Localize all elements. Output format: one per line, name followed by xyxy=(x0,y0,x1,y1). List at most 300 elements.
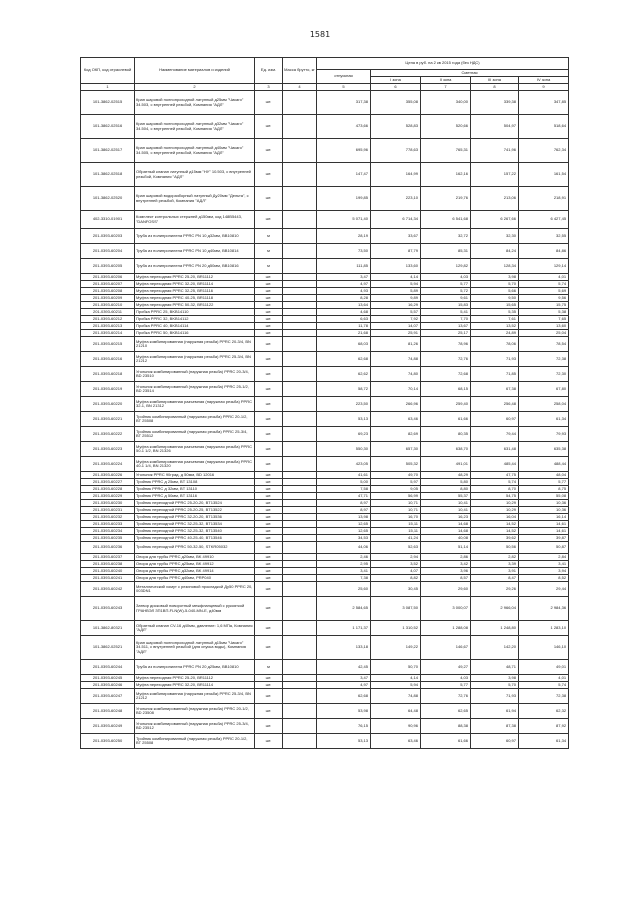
row-price-otpusk: 34,53 xyxy=(317,535,371,542)
row-price-zone-2: 765,31 xyxy=(421,139,471,163)
row-price-zone-1: 5,97 xyxy=(371,479,421,486)
row-code: 201-0393-60242 xyxy=(81,582,135,597)
row-price-zone-3: 741,96 xyxy=(471,139,519,163)
row-mass xyxy=(283,442,317,457)
table-row xyxy=(81,554,569,561)
row-mass xyxy=(283,472,317,479)
row-price-zone-2: 491,01 xyxy=(421,457,471,472)
row-price-zone-4: 161,54 xyxy=(519,163,569,187)
row-price-zone-3: 504,97 xyxy=(471,115,519,139)
row-code: 201-0393-60214 xyxy=(81,330,135,337)
row-price-zone-3: 54,75 xyxy=(471,493,519,500)
row-mass xyxy=(283,479,317,486)
row-name: Муфта комбинированная (наружная резьба) PPRC 20-3/4, BN 21210 xyxy=(135,337,255,352)
row-name: Кран шаровой полнопроходной латунный д25мм "Чикаго" 34.503, с внутренней резьбой, Компания "АДЛ" xyxy=(135,91,255,115)
table-row xyxy=(81,621,569,636)
row-name: Тройник переходной PPRC 32-25-32, BT13534 xyxy=(135,521,255,528)
row-price-zone-4: 10,36 xyxy=(519,500,569,507)
row-price-zone-1: 87,79 xyxy=(371,244,421,259)
row-mass xyxy=(283,139,317,163)
row-name: Тройник переходной PPRC 25-20-25, BT13522 xyxy=(135,507,255,514)
row-price-zone-4: 518,64 xyxy=(519,115,569,139)
row-price-otpusk: 550,30 xyxy=(317,442,371,457)
row-price-zone-4: 79,93 xyxy=(519,427,569,442)
row-unit: шт. xyxy=(255,493,283,500)
row-unit: шт. xyxy=(255,621,283,636)
row-unit: шт. xyxy=(255,486,283,493)
row-price-zone-1: 6 714,34 xyxy=(371,211,421,229)
row-price-zone-2: 3,42 xyxy=(421,561,471,568)
row-price-zone-2: 219,76 xyxy=(421,187,471,211)
row-name: Опора для трубы PPRC д20мм, BK 49910 xyxy=(135,554,255,561)
row-price-zone-4: 50,87 xyxy=(519,542,569,554)
row-code: 201-0393-60218 xyxy=(81,367,135,382)
row-price-zone-3: 5,66 xyxy=(471,288,519,295)
row-price-zone-1: 63,46 xyxy=(371,734,421,749)
table-row xyxy=(81,561,569,568)
row-price-zone-4: 29,44 xyxy=(519,582,569,597)
row-mass xyxy=(283,582,317,597)
row-code: 201-0393-60204 xyxy=(81,244,135,259)
table-row xyxy=(81,288,569,295)
row-unit: шт. xyxy=(255,323,283,330)
table-row xyxy=(81,259,569,274)
row-mass xyxy=(283,274,317,281)
row-code: 101-3862-02521 xyxy=(81,636,135,660)
row-code: 201-0393-60227 xyxy=(81,479,135,486)
row-price-zone-4: 16,14 xyxy=(519,514,569,521)
row-price-zone-1: 70,14 xyxy=(371,382,421,397)
row-mass xyxy=(283,500,317,507)
row-price-otpusk: 8,28 xyxy=(317,295,371,302)
row-price-zone-4: 10,36 xyxy=(519,507,569,514)
row-mass xyxy=(283,382,317,397)
row-price-zone-2: 6 541,68 xyxy=(421,211,471,229)
row-mass xyxy=(283,682,317,689)
row-price-zone-4: 49,01 xyxy=(519,660,569,675)
row-unit: шт. xyxy=(255,330,283,337)
row-price-zone-4: 87,92 xyxy=(519,719,569,734)
row-price-zone-1: 3 087,50 xyxy=(371,597,421,621)
row-price-otpusk: 53,98 xyxy=(317,704,371,719)
row-mass xyxy=(283,457,317,472)
row-price-zone-1: 82,69 xyxy=(371,427,421,442)
row-code: 201-0393-60219 xyxy=(81,382,135,397)
row-unit: шт. xyxy=(255,528,283,535)
row-name: Тройник комбинированный (наружная резьба) PPRC 20-1/2, BT 25508 xyxy=(135,412,255,427)
row-price-zone-4: 5,69 xyxy=(519,288,569,295)
row-mass xyxy=(283,734,317,749)
table-row xyxy=(81,427,569,442)
row-price-otpusk: 41,61 xyxy=(317,472,371,479)
header-code: Код ОКП, код отраслевой xyxy=(81,58,135,84)
row-unit: шт. xyxy=(255,337,283,352)
row-price-zone-2: 146,67 xyxy=(421,636,471,660)
row-unit: шт. xyxy=(255,597,283,621)
row-price-otpusk: 53,13 xyxy=(317,734,371,749)
row-price-zone-4: 84,86 xyxy=(519,244,569,259)
row-unit: шт. xyxy=(255,442,283,457)
row-name: Затвор дисковый поворотный межфланцевый с рукояткой ГРАНВЭЛ ЗП1ВП-FLN(W)-5-040-MN-E, д40мм xyxy=(135,597,255,621)
row-price-zone-3: 78,06 xyxy=(471,337,519,352)
row-unit: шт. xyxy=(255,281,283,288)
row-price-zone-4: 4,01 xyxy=(519,274,569,281)
row-price-otpusk: 68,03 xyxy=(317,337,371,352)
row-price-zone-4: 1 283,10 xyxy=(519,621,569,636)
table-row xyxy=(81,163,569,187)
row-price-zone-4: 39,87 xyxy=(519,535,569,542)
row-unit: шт. xyxy=(255,187,283,211)
row-name: Тройник PPRC д 25мм, BT 13108 xyxy=(135,479,255,486)
row-code: 201-0393-60209 xyxy=(81,295,135,302)
row-price-zone-3: 2 966,04 xyxy=(471,597,519,621)
row-price-otpusk: 11,78 xyxy=(317,323,371,330)
row-code: 201-0393-60210 xyxy=(81,302,135,309)
row-price-zone-1: 90,96 xyxy=(371,719,421,734)
row-code: 201-0393-60249 xyxy=(81,719,135,734)
row-code: 201-0393-60212 xyxy=(81,316,135,323)
row-mass xyxy=(283,535,317,542)
row-price-zone-4: 3,94 xyxy=(519,568,569,575)
row-mass xyxy=(283,427,317,442)
table-row xyxy=(81,479,569,486)
row-price-zone-2: 51,14 xyxy=(421,542,471,554)
row-price-zone-1: 25,91 xyxy=(371,330,421,337)
row-price-otpusk: 2,95 xyxy=(317,561,371,568)
row-name: Угольник PPRC 90град. д 50мм, BD 12016 xyxy=(135,472,255,479)
row-price-zone-4: 3,41 xyxy=(519,561,569,568)
row-price-zone-1: 528,83 xyxy=(371,115,421,139)
row-price-zone-2: 5,41 xyxy=(421,309,471,316)
row-code: 201-0393-60226 xyxy=(81,472,135,479)
row-price-zone-2: 4,03 xyxy=(421,274,471,281)
table-row xyxy=(81,486,569,493)
row-mass xyxy=(283,621,317,636)
row-code: 101-3862-02518 xyxy=(81,163,135,187)
row-price-zone-3: 87,38 xyxy=(471,719,519,734)
row-price-zone-3: 157,22 xyxy=(471,163,519,187)
table-row xyxy=(81,316,569,323)
table-row xyxy=(81,704,569,719)
row-price-otpusk: 7,38 xyxy=(317,575,371,582)
row-price-zone-4: 5,74 xyxy=(519,281,569,288)
row-price-otpusk: 111,85 xyxy=(317,259,371,274)
row-price-otpusk: 423,05 xyxy=(317,457,371,472)
row-code: 201-0393-60231 xyxy=(81,507,135,514)
row-name: Тройник переходной PPRC 32-25-32, BT13540 xyxy=(135,528,255,535)
table-row xyxy=(81,535,569,542)
row-unit: шт. xyxy=(255,115,283,139)
row-mass xyxy=(283,337,317,352)
row-code: 201-0393-60245 xyxy=(81,675,135,682)
row-price-zone-4: 635,38 xyxy=(519,442,569,457)
row-price-zone-1: 81,26 xyxy=(371,337,421,352)
row-price-zone-1: 52,63 xyxy=(371,542,421,554)
row-price-otpusk: 199,85 xyxy=(317,187,371,211)
row-mass xyxy=(283,542,317,554)
row-price-zone-3: 8,70 xyxy=(471,486,519,493)
row-name: Муфта комбинированная разъемная (наружная резьба) PPRC 50-1 1/2, BN 21326 xyxy=(135,442,255,457)
row-unit: шт. xyxy=(255,521,283,528)
row-price-zone-4: 347,85 xyxy=(519,91,569,115)
row-price-zone-2: 55,37 xyxy=(421,493,471,500)
row-price-zone-3: 14,52 xyxy=(471,528,519,535)
row-mass xyxy=(283,636,317,660)
row-price-otpusk: 12,65 xyxy=(317,521,371,528)
row-price-zone-2: 259,40 xyxy=(421,397,471,412)
column-number: 2 xyxy=(135,84,255,91)
row-price-zone-1: 5,57 xyxy=(371,309,421,316)
row-unit: шт. xyxy=(255,561,283,568)
row-price-otpusk: 2 584,65 xyxy=(317,597,371,621)
row-price-otpusk: 7,58 xyxy=(317,486,371,493)
row-price-zone-4: 5,77 xyxy=(519,479,569,486)
row-price-zone-3: 8,47 xyxy=(471,575,519,582)
row-price-zone-1: 7,92 xyxy=(371,316,421,323)
row-unit: шт. xyxy=(255,397,283,412)
row-price-zone-4: 72,30 xyxy=(519,367,569,382)
row-price-zone-2: 638,70 xyxy=(421,442,471,457)
row-name: Муфта комбинированная разъемная (наружная резьба) PPRC 32-1, BN 21312 xyxy=(135,397,255,412)
row-mass xyxy=(283,302,317,309)
row-price-zone-2: 14,68 xyxy=(421,528,471,535)
row-code: 201-0393-60211 xyxy=(81,309,135,316)
row-price-otpusk: 28,19 xyxy=(317,229,371,244)
row-price-otpusk: 69,23 xyxy=(317,427,371,442)
row-price-zone-2: 40,08 xyxy=(421,535,471,542)
column-number: 4 xyxy=(283,84,317,91)
row-mass xyxy=(283,115,317,139)
row-price-zone-3: 71,93 xyxy=(471,352,519,367)
row-price-zone-2: 7,70 xyxy=(421,316,471,323)
row-price-zone-4: 488,44 xyxy=(519,457,569,472)
row-name: Кран шаровой полнопроходной латунный д32мм "Чикаго" 34.504, с внутренней резьбой, Компания "АДЛ" xyxy=(135,115,255,139)
row-price-zone-1: 15,11 xyxy=(371,528,421,535)
row-price-zone-1: 9,05 xyxy=(371,486,421,493)
row-price-zone-2: 78,96 xyxy=(421,337,471,352)
header-otpusk: отпускная xyxy=(317,70,371,84)
row-price-otpusk: 13,64 xyxy=(317,302,371,309)
row-price-zone-3: 61,94 xyxy=(471,704,519,719)
row-name: Труба из полипропилена PPRC PN 10 д40мм, BB10814 xyxy=(135,244,255,259)
row-name: Тройник переходной PPRC 32-20-20, BT13536 xyxy=(135,514,255,521)
row-price-otpusk: 4,68 xyxy=(317,309,371,316)
header-smetnaya: Сметная xyxy=(371,70,569,77)
row-price-zone-1: 49,70 xyxy=(371,472,421,479)
row-price-zone-4: 72,38 xyxy=(519,689,569,704)
row-price-zone-3: 50,56 xyxy=(471,542,519,554)
row-price-zone-4: 61,34 xyxy=(519,734,569,749)
row-price-zone-1: 16,29 xyxy=(371,302,421,309)
row-name: Муфта переходная PPRC 25-20, BR11112 xyxy=(135,274,255,281)
table-row xyxy=(81,568,569,575)
row-code: 201-0393-60222 xyxy=(81,427,135,442)
row-price-zone-2: 5,72 xyxy=(421,288,471,295)
row-price-zone-1: 9,89 xyxy=(371,295,421,302)
row-price-zone-1: 505,32 xyxy=(371,457,421,472)
row-price-otpusk: 5 071,40 xyxy=(317,211,371,229)
row-unit: шт. xyxy=(255,704,283,719)
table-body xyxy=(81,91,569,749)
row-unit: м xyxy=(255,660,283,675)
table-row xyxy=(81,330,569,337)
row-name: Кран шаровой полнопроходной латунный д40мм "Чикаго" 34.505, с внутренней резьбой, Компания "АДЛ" xyxy=(135,139,255,163)
column-number: 1 xyxy=(81,84,135,91)
table-row xyxy=(81,412,569,427)
row-price-zone-1: 4,07 xyxy=(371,568,421,575)
row-price-zone-2: 5,77 xyxy=(421,682,471,689)
row-mass xyxy=(283,689,317,704)
row-unit: шт. xyxy=(255,514,283,521)
row-name: Муфта переходная PPRC 32-20, BR11114 xyxy=(135,281,255,288)
row-price-zone-2: 25,17 xyxy=(421,330,471,337)
row-mass xyxy=(283,486,317,493)
table-row xyxy=(81,323,569,330)
row-price-zone-4: 6 427,45 xyxy=(519,211,569,229)
row-price-zone-4: 7,65 xyxy=(519,316,569,323)
row-code: 201-0393-60241 xyxy=(81,575,135,582)
row-price-zone-3: 60,97 xyxy=(471,734,519,749)
row-price-zone-1: 149,22 xyxy=(371,636,421,660)
row-mass xyxy=(283,507,317,514)
row-price-zone-1: 10,71 xyxy=(371,500,421,507)
row-mass xyxy=(283,367,317,382)
row-price-zone-1: 4,14 xyxy=(371,675,421,682)
row-price-zone-4: 15,75 xyxy=(519,302,569,309)
row-unit: шт. xyxy=(255,295,283,302)
row-price-zone-1: 3,52 xyxy=(371,561,421,568)
row-price-zone-2: 15,83 xyxy=(421,302,471,309)
row-price-zone-2: 32,72 xyxy=(421,229,471,244)
row-price-otpusk: 62,68 xyxy=(317,352,371,367)
row-price-zone-1: 56,99 xyxy=(371,493,421,500)
row-price-zone-2: 9,61 xyxy=(421,295,471,302)
row-name: Труба из полипропилена PPRC PN 20 д50мм, BB10816 xyxy=(135,259,255,274)
row-price-zone-1: 4,14 xyxy=(371,274,421,281)
table-row xyxy=(81,597,569,621)
row-name: Тройник комбинированный (наружная резьба) PPRC 25-3/4, BT 25512 xyxy=(135,427,255,442)
row-price-zone-2: 4,03 xyxy=(421,675,471,682)
row-name: Кран шаровой полнопроходной латунный д15мм "Чикаго" 34.511, с внутренней резьбой (для спуска воды), Компания "АДЛ" xyxy=(135,636,255,660)
row-price-zone-3: 67,38 xyxy=(471,382,519,397)
row-price-zone-3: 60,97 xyxy=(471,412,519,427)
row-price-otpusk: 6,63 xyxy=(317,316,371,323)
row-price-zone-1: 133,60 xyxy=(371,259,421,274)
row-price-zone-3: 5,35 xyxy=(471,309,519,316)
row-unit: шт. xyxy=(255,427,283,442)
row-price-otpusk: 21,68 xyxy=(317,330,371,337)
row-code: 201-0393-60236 xyxy=(81,542,135,554)
row-price-zone-3: 16,04 xyxy=(471,514,519,521)
row-price-otpusk: 3,47 xyxy=(317,675,371,682)
row-unit: шт. xyxy=(255,352,283,367)
row-price-zone-2: 68,15 xyxy=(421,382,471,397)
row-unit: шт. xyxy=(255,554,283,561)
row-code: 201-0393-60230 xyxy=(81,500,135,507)
row-price-otpusk: 5,00 xyxy=(317,479,371,486)
row-unit: шт. xyxy=(255,211,283,229)
row-name: Муфта переходная PPRC 25-20, BR11112 xyxy=(135,675,255,682)
row-name: Муфта переходная PPRC 50-32, BR11122 xyxy=(135,302,255,309)
table-row xyxy=(81,719,569,734)
row-price-zone-2: 49,27 xyxy=(421,660,471,675)
row-price-otpusk: 317,38 xyxy=(317,91,371,115)
row-price-zone-4: 4,01 xyxy=(519,675,569,682)
row-price-zone-4: 9,56 xyxy=(519,295,569,302)
row-name: Тройник PPRC д 50мм, BT 13116 xyxy=(135,493,255,500)
table-row xyxy=(81,675,569,682)
row-price-otpusk: 4,93 xyxy=(317,288,371,295)
row-price-zone-4: 2,84 xyxy=(519,554,569,561)
row-code: 201-0393-60216 xyxy=(81,352,135,367)
row-mass xyxy=(283,323,317,330)
table-row xyxy=(81,457,569,472)
row-mass xyxy=(283,244,317,259)
row-code: 201-0393-60250 xyxy=(81,734,135,749)
row-mass xyxy=(283,309,317,316)
row-code: 201-0393-60232 xyxy=(81,514,135,521)
row-price-zone-3: 15,65 xyxy=(471,302,519,309)
row-price-zone-3: 24,89 xyxy=(471,330,519,337)
row-price-zone-4: 13,60 xyxy=(519,323,569,330)
row-price-zone-1: 266,96 xyxy=(371,397,421,412)
row-price-otpusk: 47,71 xyxy=(317,493,371,500)
row-price-zone-2: 61,66 xyxy=(421,412,471,427)
table-row xyxy=(81,734,569,749)
column-number: 3 xyxy=(255,84,283,91)
table-row xyxy=(81,295,569,302)
row-unit: шт. xyxy=(255,457,283,472)
price-table xyxy=(80,57,569,749)
row-code: 201-0393-60206 xyxy=(81,274,135,281)
row-name: Тройник переходной PPRC 50-32-50, STKR05032 xyxy=(135,542,255,554)
row-price-zone-1: 74,80 xyxy=(371,367,421,382)
row-unit: м xyxy=(255,259,283,274)
row-name: Труба из полипропилена PPRC PN 20 д25мм, BB10810 xyxy=(135,660,255,675)
row-price-zone-2: 3,96 xyxy=(421,568,471,575)
row-code: 201-0393-60247 xyxy=(81,689,135,704)
row-price-zone-1: 14,07 xyxy=(371,323,421,330)
row-name: Тройник переходной PPRC 40-25-40, BT13546 xyxy=(135,535,255,542)
row-price-zone-2: 162,16 xyxy=(421,163,471,187)
row-mass xyxy=(283,704,317,719)
row-unit: шт. xyxy=(255,689,283,704)
row-price-zone-4: 48,04 xyxy=(519,472,569,479)
row-price-otpusk: 3,41 xyxy=(317,568,371,575)
row-unit: шт. xyxy=(255,675,283,682)
row-price-zone-4: 2 984,36 xyxy=(519,597,569,621)
row-code: 101-3862-02520 xyxy=(81,187,135,211)
row-mass xyxy=(283,493,317,500)
row-unit: шт. xyxy=(255,91,283,115)
row-name: Обратный клапан латунный д15мм "НУ" 10.503, с внутренней резьбой, Компания "АДЛ" xyxy=(135,163,255,187)
row-unit: м xyxy=(255,244,283,259)
row-price-otpusk: 473,66 xyxy=(317,115,371,139)
table-row xyxy=(81,542,569,554)
row-mass xyxy=(283,211,317,229)
row-price-zone-4: 14,61 xyxy=(519,528,569,535)
row-price-zone-1: 74,88 xyxy=(371,352,421,367)
row-price-zone-3: 84,24 xyxy=(471,244,519,259)
row-price-zone-4: 762,34 xyxy=(519,139,569,163)
table-row xyxy=(81,211,569,229)
row-price-zone-2: 62,65 xyxy=(421,704,471,719)
row-price-zone-2: 5,80 xyxy=(421,479,471,486)
row-price-zone-3: 256,48 xyxy=(471,397,519,412)
row-mass xyxy=(283,660,317,675)
row-code: 201-0393-60223 xyxy=(81,442,135,457)
table-row xyxy=(81,514,569,521)
